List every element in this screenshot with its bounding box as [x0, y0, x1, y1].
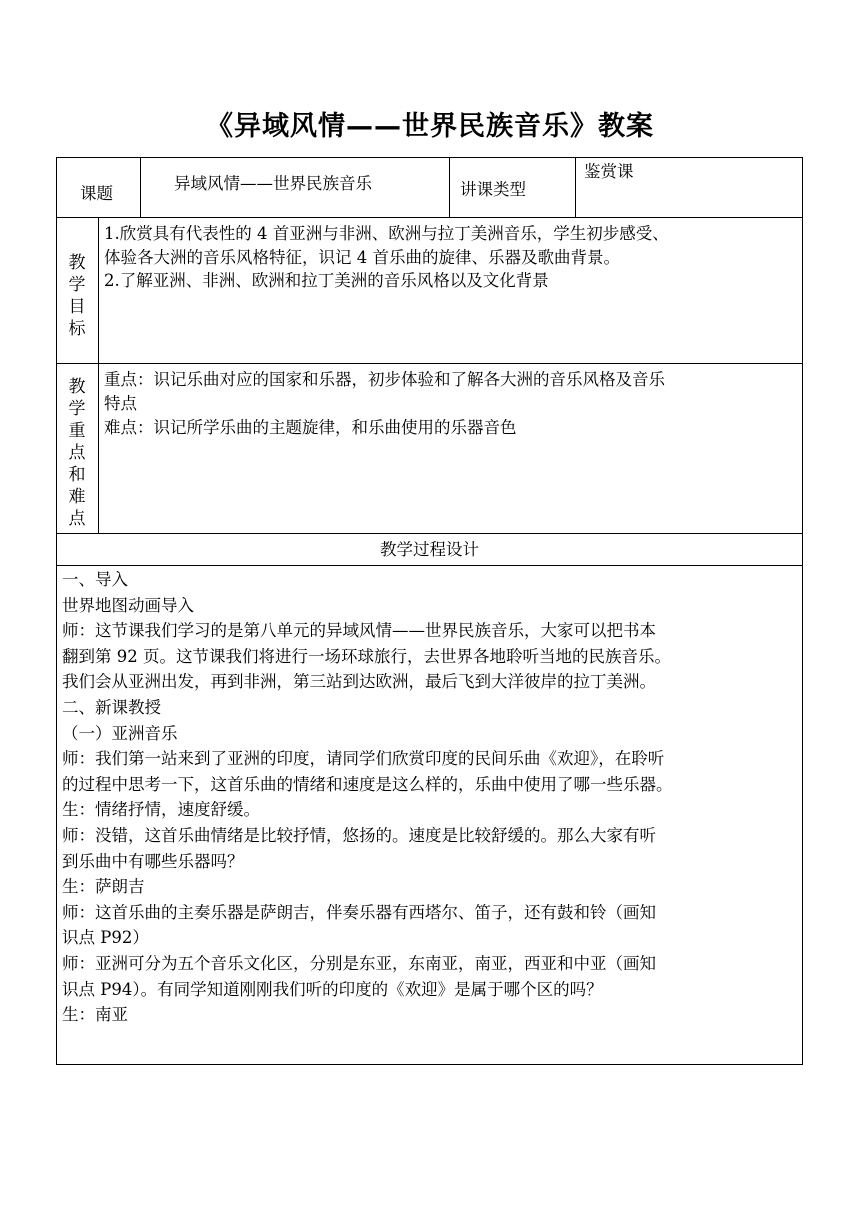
- type-value: 鉴赏课: [584, 162, 634, 181]
- objectives-line: 1.欣赏具有代表性的 4 首亚洲与非洲、欧洲与拉丁美洲音乐，学生初步感受、: [104, 224, 669, 243]
- table-border-top: [56, 157, 803, 158]
- process-line: 翻到第 92 页。这节课我们将进行一场环球旅行，去世界各地聆听当地的民族音乐。: [62, 646, 671, 666]
- process-line: 到乐曲中有哪些乐器吗？: [62, 851, 244, 871]
- process-line: （一）亚洲音乐: [62, 723, 178, 743]
- row-divider-1: [56, 217, 803, 218]
- objectives-content: [104, 222, 798, 293]
- col-divider-course-value: [449, 157, 450, 218]
- process-line: 识点 P92）: [62, 928, 149, 948]
- process-line: 二、新课教授: [62, 697, 161, 717]
- process-content: [62, 567, 800, 1028]
- objectives-line: 体验各大洲的音乐风格特征，识记 4 首乐曲的旋律、乐器及歌曲背景。: [104, 247, 620, 267]
- process-line: 生：南亚: [62, 1005, 128, 1025]
- process-line: 生：情绪抒情，速度舒缓。: [62, 800, 260, 820]
- process-line: 师：亚洲可分为五个音乐文化区，分别是东亚，东南亚，南亚，西亚和中亚（画知: [62, 953, 656, 973]
- row-divider-3: [56, 533, 803, 534]
- col-divider-course-label: [140, 157, 141, 218]
- objectives-line: 2.了解亚洲、非洲、欧洲和拉丁美洲的音乐风格以及文化背景: [104, 271, 549, 290]
- table-border-right: [802, 157, 803, 1065]
- col-divider-type-label: [575, 157, 576, 218]
- document-title: 《异域风情——世界民族音乐》教案: [206, 111, 654, 142]
- process-line: 世界地图动画导入: [62, 595, 194, 615]
- process-line: 识点 P94）。有同学知道刚刚我们听的印度的《欢迎》是属于哪个区的吗？: [62, 979, 603, 999]
- table-border-bottom: [56, 1064, 803, 1065]
- keypoints-line: 特点: [104, 394, 137, 413]
- process-line: 生：萨朗吉: [62, 877, 145, 897]
- type-label: 讲课类型: [460, 180, 526, 199]
- process-line: 师：这首乐曲的主奏乐器是萨朗吉，伴奏乐器有西塔尔、笛子，还有鼓和铃（画知: [62, 902, 656, 922]
- row-divider-2: [56, 363, 803, 364]
- keypoints-line: 重点：识记乐曲对应的国家和乐器，初步体验和了解各大洲的音乐风格及音乐: [104, 370, 665, 389]
- table-border-left: [56, 157, 57, 1065]
- objectives-label: 教学目标: [68, 253, 86, 339]
- course-label: 课题: [80, 184, 113, 203]
- keypoints-content: [104, 368, 798, 440]
- process-line: 师：这节课我们学习的是第八单元的异域风情——世界民族音乐，大家可以把书本: [62, 621, 656, 641]
- process-line: 师：我们第一站来到了亚洲的印度，请同学们欣赏印度的民间乐曲《欢迎》，在聆听: [62, 749, 665, 769]
- col-divider-label: [98, 217, 99, 534]
- keypoints-line: 难点：识记所学乐曲的主题旋律，和乐曲使用的乐器音色: [104, 418, 517, 437]
- process-line: 的过程中思考一下，这首乐曲的情绪和速度是这么样的，乐曲中使用了哪一些乐器。: [62, 774, 673, 794]
- process-heading: 教学过程设计: [380, 540, 479, 559]
- process-line: 我们会从亚洲出发，再到非洲，第三站到达欧洲，最后飞到大洋彼岸的拉丁美洲。: [62, 672, 656, 692]
- row-divider-4: [56, 565, 803, 566]
- process-line: 一、导入: [62, 570, 128, 589]
- process-line: 师：没错，这首乐曲情绪是比较抒情，悠扬的。速度是比较舒缓的。那么大家有听: [62, 825, 656, 845]
- keypoints-label: 教学重点和难点: [68, 377, 86, 529]
- course-value: 异域风情——世界民族音乐: [174, 174, 372, 193]
